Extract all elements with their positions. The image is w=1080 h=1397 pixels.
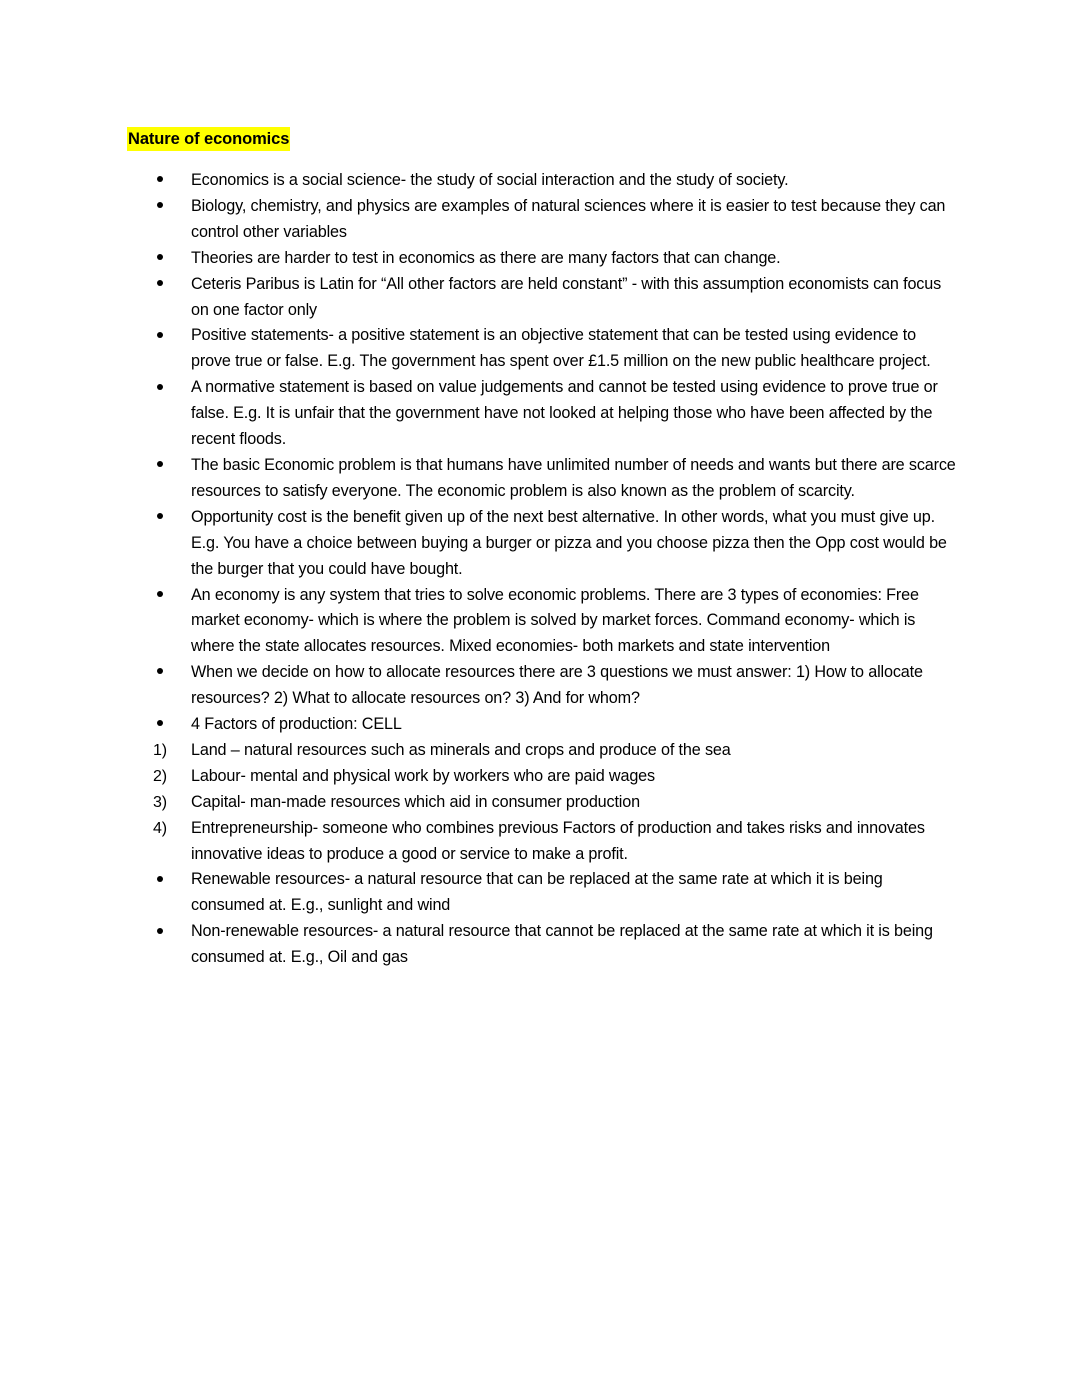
bullet-dot-icon: [157, 668, 163, 674]
notes-list: [0, 168, 1080, 971]
bullet-item: [0, 194, 956, 246]
numbered-item: [0, 790, 956, 816]
bullet-dot-icon: [157, 461, 163, 467]
bullet-item: [0, 505, 956, 583]
bullet-dot-icon: [157, 384, 163, 390]
bullet-dot-icon: [157, 591, 163, 597]
bullet-dot-icon: [157, 254, 163, 260]
item-text: Theories are harder to test in economics as there are many factors that can change.: [191, 248, 781, 267]
bullet-dot-icon: [157, 513, 163, 519]
bullet-item: [0, 712, 956, 738]
list-number: 1): [153, 741, 167, 759]
list-number: 3): [153, 793, 167, 811]
bullet-marker: [157, 867, 177, 893]
bullet-item: [0, 583, 956, 661]
bullet-item: [0, 375, 956, 453]
item-text: Renewable resources- a natural resource that can be replaced at the same rate at which it is being consumed at. E.g., sunlight and wind: [191, 870, 883, 915]
bullet-item: [0, 867, 956, 919]
bullet-item: [0, 246, 956, 272]
item-text: Biology, chemistry, and physics are examples of natural sciences where it is easier to test because they can control other variables: [191, 196, 946, 241]
item-text: 4 Factors of production: CELL: [191, 715, 402, 734]
bullet-marker: [157, 453, 177, 479]
bullet-item: [0, 919, 956, 971]
bullet-dot-icon: [157, 280, 163, 286]
item-text: When we decide on how to allocate resources there are 3 questions we must answer: 1) How to allocate resources? 2) What to allocate resources on? 3) And for whom?: [191, 663, 923, 708]
bullet-item: [0, 323, 956, 375]
bullet-item: [0, 453, 956, 505]
numbered-item: [0, 816, 956, 868]
bullet-dot-icon: [157, 202, 163, 208]
bullet-item: [0, 168, 956, 194]
bullet-marker: [157, 712, 177, 738]
item-text: The basic Economic problem is that humans have unlimited number of needs and wants but there are scarce resources to satisfy everyone. The economic problem is also known as the problem of scarcity.: [191, 455, 956, 500]
bullet-dot-icon: [157, 176, 163, 182]
item-text: Opportunity cost is the benefit given up of the next best alternative. In other words, what you must give up. E.g. You have a choice between buying a burger or pizza and you choose pizza then the Opp cost would be the burger that you could have bought.: [191, 507, 947, 578]
page-title: Nature of economics: [127, 127, 290, 151]
bullet-item: [0, 272, 956, 324]
item-text: Land – natural resources such as minerals and crops and produce of the sea: [191, 740, 731, 759]
bullet-marker: [157, 505, 177, 531]
bullet-dot-icon: [157, 876, 163, 882]
bullet-marker: [157, 919, 177, 945]
item-text: Labour- mental and physical work by workers who are paid wages: [191, 766, 655, 785]
item-text: Non-renewable resources- a natural resource that cannot be replaced at the same rate at which it is being consumed at. E.g., Oil and gas: [191, 922, 933, 967]
numbered-item: [0, 738, 956, 764]
item-text: Capital- man-made resources which aid in consumer production: [191, 792, 640, 811]
bullet-marker: [157, 323, 177, 349]
item-text: Economics is a social science- the study of social interaction and the study of society.: [191, 171, 789, 189]
bullet-marker: [157, 272, 177, 298]
item-text: Entrepreneurship- someone who combines previous Factors of production and takes risks and innovates innovative ideas to produce a good or service to make a profit.: [191, 818, 925, 863]
list-number: 2): [153, 767, 167, 785]
bullet-marker: [157, 194, 177, 220]
numbered-item: [0, 764, 956, 790]
bullet-marker: [157, 583, 177, 609]
bullet-dot-icon: [157, 928, 163, 934]
item-text: An economy is any system that tries to solve economic problems. There are 3 types of economies: Free market economy- which is where the problem is solved by market forces. Command economy- which is where the state allocates resources. Mixed economies- both markets and state intervention: [191, 585, 919, 656]
list-number: 4): [153, 819, 167, 837]
item-text: A normative statement is based on value judgements and cannot be tested using evidence to prove true or false. E.g. It is unfair that the government have not looked at helping those who have been affected by the recent floods.: [191, 378, 938, 449]
item-text: Ceteris Paribus is Latin for “All other factors are held constant” - with this assumption economists can focus on one factor only: [191, 274, 942, 319]
bullet-marker: [157, 375, 177, 401]
bullet-item: [0, 660, 956, 712]
bullet-marker: [157, 660, 177, 686]
bullet-marker: [157, 168, 177, 194]
bullet-marker: [157, 246, 177, 272]
bullet-dot-icon: [157, 720, 163, 726]
item-text: Positive statements- a positive statement is an objective statement that can be tested using evidence to prove true or false. E.g. The government has spent over £1.5 million on the new public healthcare project.: [191, 326, 931, 371]
bullet-dot-icon: [157, 332, 163, 338]
